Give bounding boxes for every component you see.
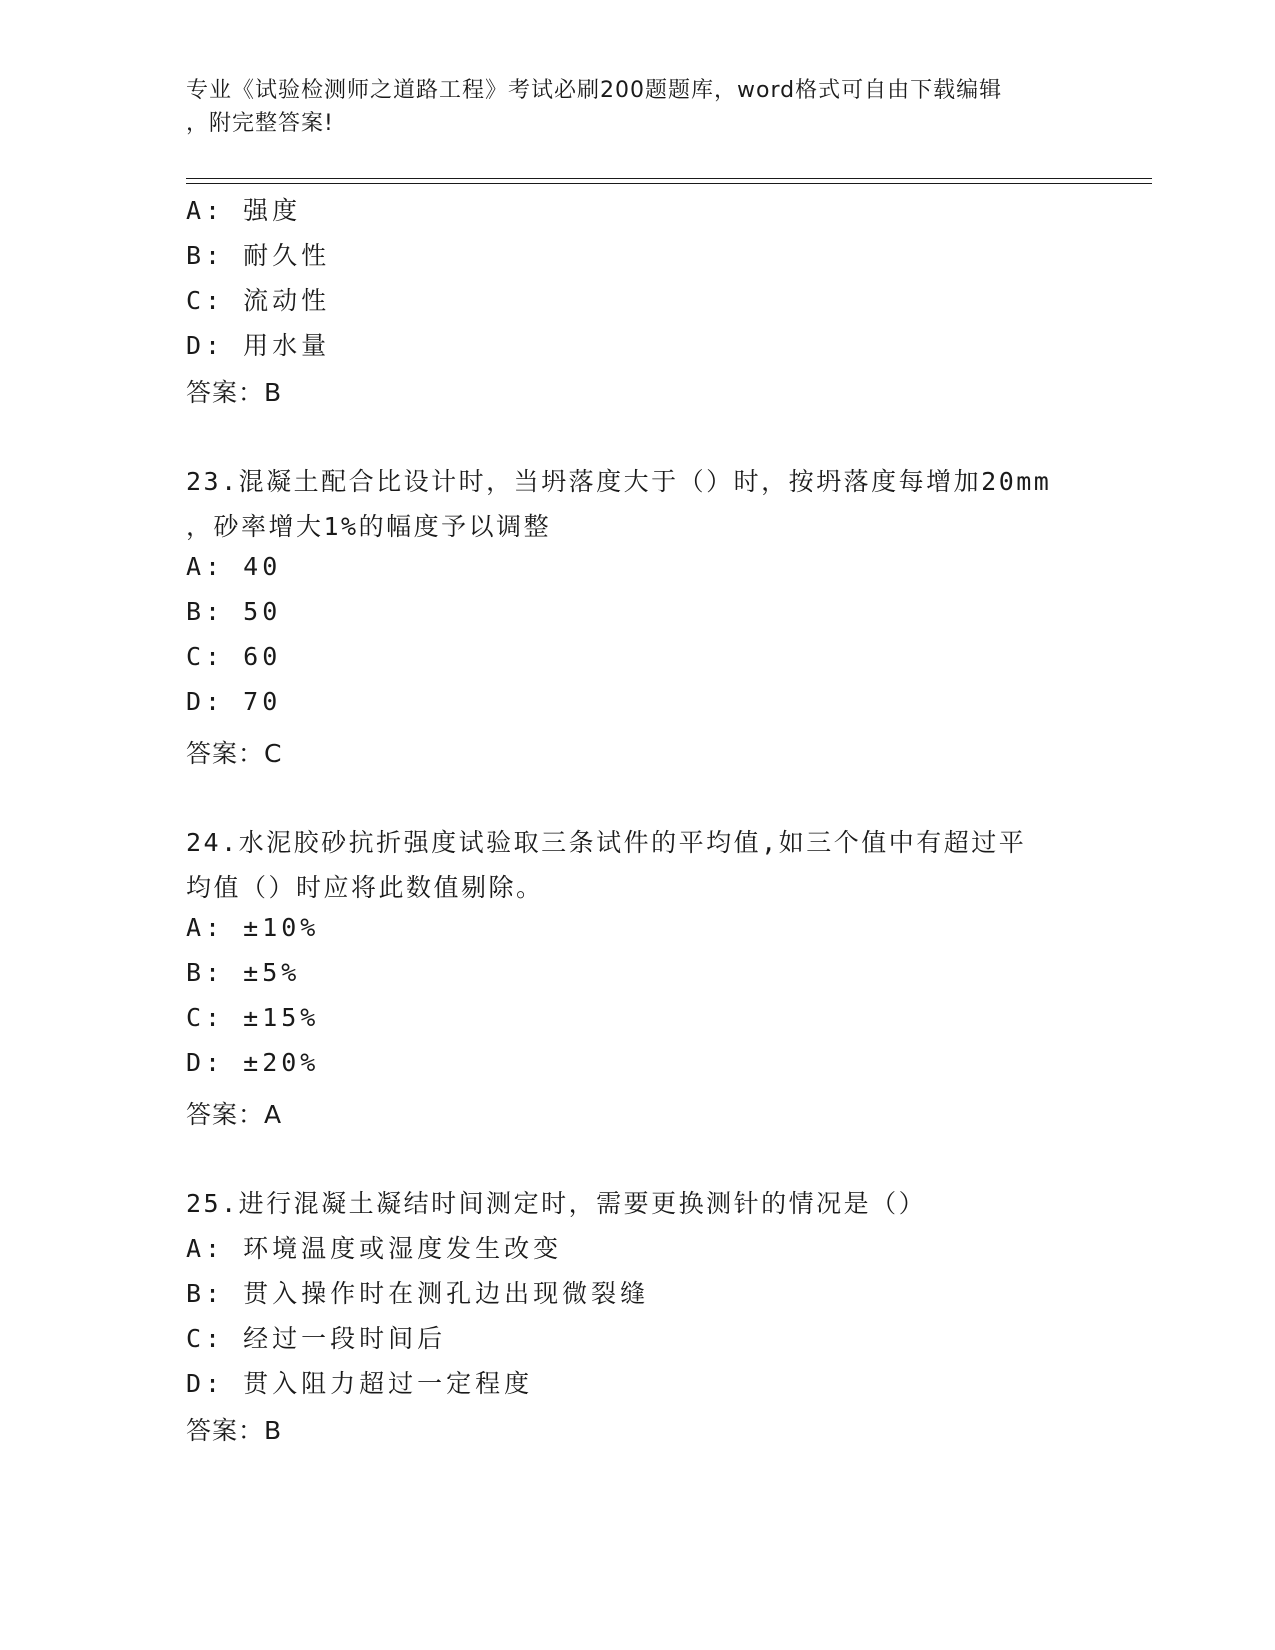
q23-option-b: B: 50 [186, 597, 282, 626]
header-title-line2: ，附完整答案! [186, 111, 334, 136]
q22-option-b: B: 耐久性 [186, 241, 331, 270]
q24-option-d: D: ±20% [186, 1048, 320, 1077]
q24-answer: 答案：A [186, 1100, 283, 1129]
q23-option-c: C: 60 [186, 642, 282, 671]
q25-answer: 答案：B [186, 1416, 283, 1445]
header-title-line1: 专业《试验检测师之道路工程》考试必刷200题题库，word格式可自由下载编辑 [186, 78, 1003, 103]
q23-stem-line2: ，砂率增大1%的幅度予以调整 [186, 512, 552, 541]
header-divider-bottom [186, 183, 1152, 184]
q25-option-b: B: 贯入操作时在测孔边出现微裂缝 [186, 1279, 650, 1308]
document-header [186, 74, 1066, 140]
q25-option-d: D: 贯入阻力超过一定程度 [186, 1369, 534, 1398]
q24-stem-line1: 24.水泥胶砂抗折强度试验取三条试件的平均值,如三个值中有超过平 [186, 828, 1027, 857]
header-divider-top [186, 178, 1152, 179]
q23-option-d: D: 70 [186, 687, 282, 716]
q24-stem-line2: 均值（）时应将此数值剔除。 [186, 873, 544, 902]
q23-option-a: A: 40 [186, 552, 282, 581]
q25-option-c: C: 经过一段时间后 [186, 1324, 447, 1353]
q24-option-b: B: ±5% [186, 958, 301, 987]
q25-option-a: A: 环境温度或湿度发生改变 [186, 1234, 563, 1263]
q22-option-d: D: 用水量 [186, 331, 331, 360]
q23-answer: 答案：C [186, 739, 283, 768]
q23-stem-line1: 23.混凝土配合比设计时，当坍落度大于（）时，按坍落度每增加20mm [186, 467, 1052, 496]
q24-option-a: A: ±10% [186, 913, 320, 942]
q22-option-a: A: 强度 [186, 196, 302, 225]
q22-option-c: C: 流动性 [186, 286, 331, 315]
q25-stem-line1: 25.进行混凝土凝结时间测定时，需要更换测针的情况是（） [186, 1189, 927, 1218]
q24-option-c: C: ±15% [186, 1003, 320, 1032]
q22-answer: 答案：B [186, 378, 283, 407]
